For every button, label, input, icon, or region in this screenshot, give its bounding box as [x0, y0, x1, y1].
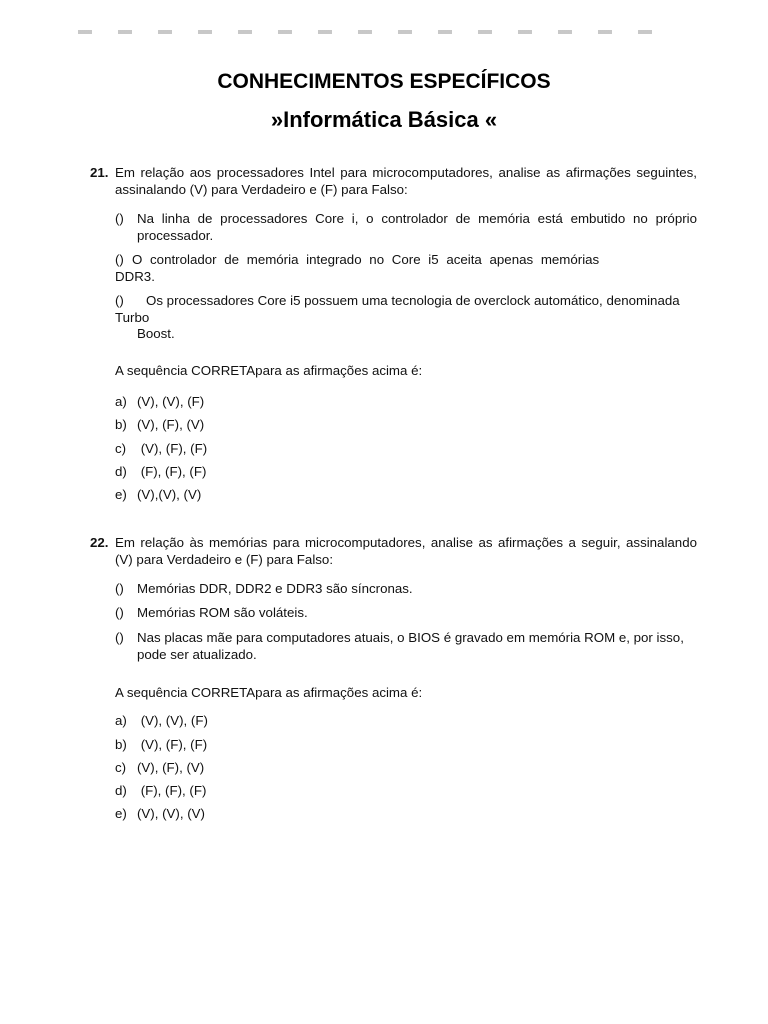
option-b[interactable]: b) (V), (F), (F): [115, 737, 208, 752]
question-text: Em relação às memórias para microcomputadores, analise as afirmações a seguir, assinalando (V) para Verdadeiro e (F) para Falso:: [115, 535, 697, 567]
question-text: Em relação aos processadores Intel para microcomputadores, analise as afirmações seguintes, assinalando (V) para Verdadeiro e (F) para Falso:: [115, 165, 697, 197]
question-22: [90, 535, 697, 568]
question-number: 22.: [90, 535, 109, 550]
option-d[interactable]: d) (F), (F), (F): [115, 464, 207, 479]
option-c[interactable]: c) (V), (F), (F): [115, 441, 208, 456]
statement-text: Memórias ROM são voláteis.: [137, 605, 308, 620]
option-a[interactable]: a) (V), (V), (F): [115, 394, 205, 409]
statement: [115, 252, 697, 285]
option-d[interactable]: d) (F), (F), (F): [115, 783, 207, 798]
question-number: 21.: [90, 165, 109, 180]
statement-text: Memórias DDR, DDR2 e DDR3 são síncronas.: [137, 581, 413, 596]
statement: [115, 605, 697, 622]
answer-parens: (): [115, 630, 124, 645]
statement-text: O controlador de memória integrado no Core i5 aceita apenas memórias: [132, 252, 600, 267]
option-e[interactable]: e) (V), (V), (V): [115, 806, 205, 821]
statement-text: Boost.: [137, 326, 175, 341]
option-c[interactable]: c) (V), (F), (V): [115, 760, 205, 775]
answer-parens: (): [115, 293, 124, 308]
statement-text: Nas placas mãe para computadores atuais, o BIOS é gravado em memória ROM e, por isso,: [137, 630, 684, 645]
answer-parens: (): [115, 252, 124, 267]
statement: [115, 211, 697, 244]
statement-text: Turbo: [115, 309, 150, 325]
answer-parens: (): [115, 605, 124, 620]
question-21: [90, 165, 697, 198]
statement-text: Os processadores Core i5 possuem uma tecnologia de overclock automático, denominada: [146, 293, 680, 308]
statement: [115, 293, 697, 343]
statement: [115, 630, 697, 663]
statement-text: Na linha de processadores Core i, o controlador de memória está embutido no próprio processador.: [137, 211, 697, 243]
option-a[interactable]: a) (V), (V), (F): [115, 713, 208, 728]
option-b[interactable]: b) (V), (F), (V): [115, 417, 205, 432]
header-strip: [78, 30, 663, 34]
option-e[interactable]: e) (V),(V), (V): [115, 487, 202, 502]
page-subtitle: »Informática Básica «: [270, 107, 498, 132]
statement: [115, 581, 697, 598]
statement-text: DDR3.: [115, 268, 155, 284]
page-title: CONHECIMENTOS ESPECÍFICOS: [217, 70, 551, 93]
statement-text: pode ser atualizado.: [137, 646, 257, 662]
sequence-prompt: A sequência CORRETApara as afirmações acima é:: [115, 363, 423, 378]
sequence-prompt: A sequência CORRETApara as afirmações acima é:: [115, 685, 423, 700]
answer-parens: (): [115, 211, 124, 226]
answer-parens: (): [115, 581, 124, 596]
